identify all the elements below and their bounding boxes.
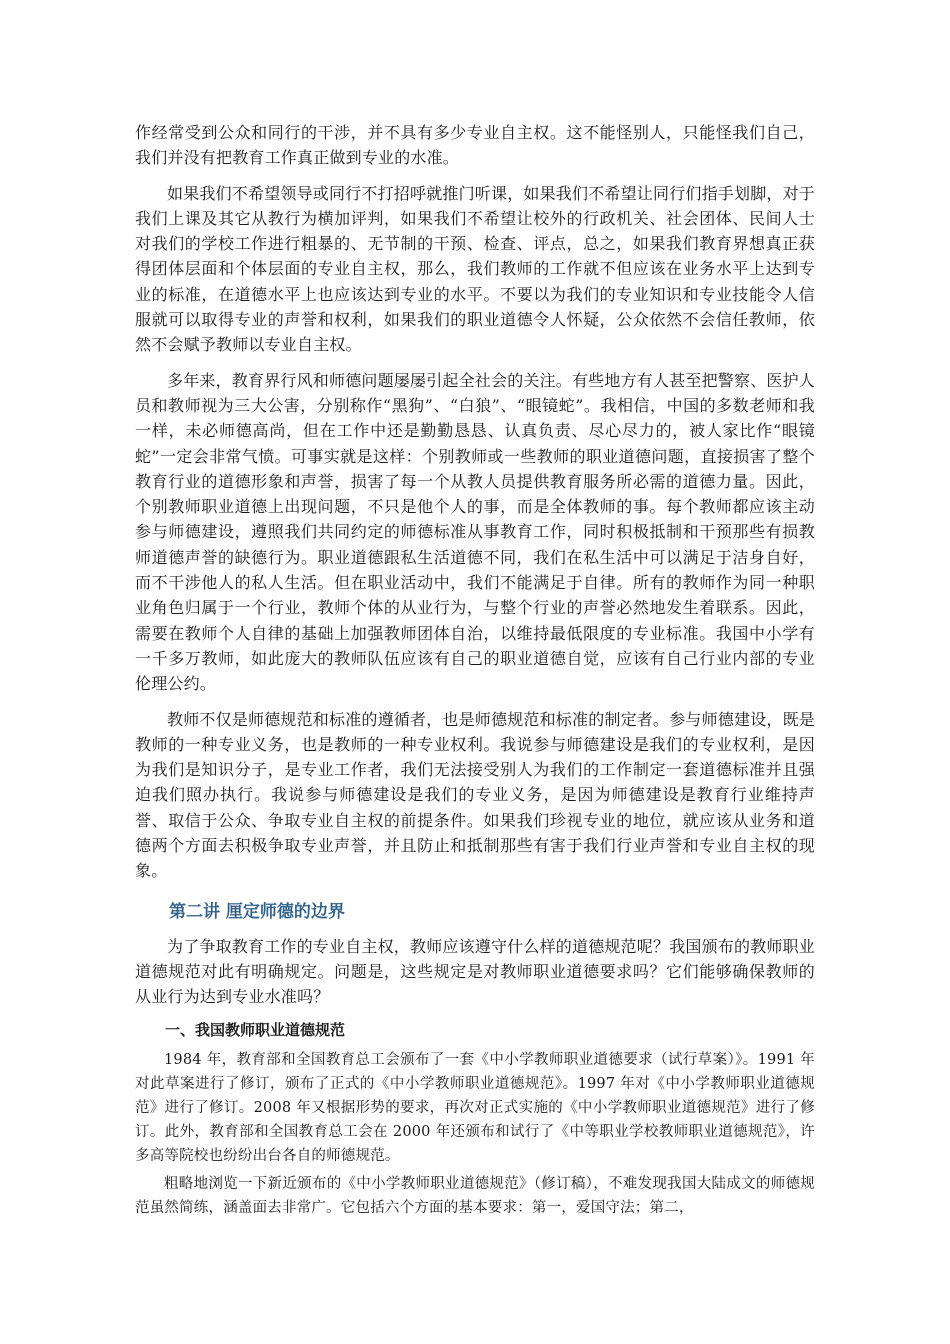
section-heading: 第二讲 厘定师德的边界 [169, 901, 345, 922]
paragraph-ethics-question: 为了争取教育工作的专业自主权，教师应该遵守什么样的道德规范呢？我国颁布的教师职业道德规范对此有明确规定。问题是，这些规定是对教师职业道德要求吗？它们能够确保教师的从业行为达到专业水准吗？ [135, 936, 816, 1007]
subsection-heading: 一、我国教师职业道德规范 [165, 1020, 346, 1039]
paragraph-professional-autonomy: 如果我们不希望领导或同行不打招呼就推门听课，如果我们不希望让同行们指手划脚，对于我们上课及其它从教行为横加评判，如果我们不希望让校外的行政机关、社会团体、民间人士对我们的学校工作进行粗暴的、无节制的干预、检查、评点，总之，如果我们教育界想真正获得团体层面和个体层面的专业自主权，那么，我们教师的工作就不但应该在业务水平上达到专业的标准，在道德水平上也应该达到专业的水平。不要以为我们的专业知识和专业技能令人信服就可以取得专业的声誉和权利，如果我们的职业道德令人怀疑，公众依然不会信任教师，依然不会赋予教师以专业自主权。 [135, 183, 816, 355]
paragraph-continuation: 作经常受到公众和同行的干涉，并不具有多少专业自主权。这不能怪别人，只能怪我们自己，我们并没有把教育工作真正做到专业的水准。 [135, 123, 815, 168]
paragraph-ethics-rights-duties: 教师不仅是师德规范和标准的遵循者，也是师德规范和标准的制定者。参与师德建设，既是教师的一种专业义务，也是教师的一种专业权利。我说参与师德建设是我们的专业权利，是因为我们是知识分子，是专业工作者，我们无法接受别人为我们的工作制定一套道德标准并且强迫我们照办执行。我说参与师德建设是我们的专业义务，是因为师德建设是教育行业维持声誉、取信于公众、争取专业自主权的前提条件。如果我们珍视专业的地位，就应该从业务和道德两个方面去积极争取专业声誉，并且防止和抵制那些有害于我们行业声誉和专业自主权的现象。 [135, 709, 816, 881]
paragraph-regulation-overview: 粗略地浏览一下新近颁布的《中小学教师职业道德规范》（修订稿），不难发现我国大陆成文的师德规范虽然简练，涵盖面去非常广。它包括六个方面的基本要求：第一，爱国守法；第二， [135, 1175, 815, 1216]
paragraph-teacher-ethics-concern: 多年来，教育界行风和师德问题屡屡引起全社会的关注。有些地方有人甚至把警察、医护人员和教师视为三大公害，分别称作“黑狗”、“白狼”、“眼镜蛇”。我相信，中国的多数老师和我一样，未必师德高尚，但在工作中还是勤勤恳恳、认真负责、尽心尽力的，被人家比作“眼镜蛇”一定会非常气愤。可事实就是这样：个别教师或一些教师的职业道德问题，直接损害了整个教育行业的道德形象和声誉，损害了每一个从教人员提供教育服务所必需的道德力量。因此，个别教师职业道德上出现问题，不只是他个人的事，而是全体教师的事。每个教师都应该主动参与师德建设，遵照我们共同约定的师德标准从事教育工作，同时积极抵制和干预那些有损教师道德声誉的缺德行为。职业道德跟私生活道德不同，我们在私生活中可以满足于洁身自好，而不干涉他人的私人生活。但在职业活动中，我们不能满足于自律。所有的教师作为同一种职业角色归属于一个行业，教师个体的从业行为，与整个行业的声誉必然地发生着联系。因此，需要在教师个人自律的基础上加强教师团体自治，以维持最低限度的专业标准。我国中小学有一千多万教师，如此庞大的教师队伍应该有自己的职业道德自觉，应该有自己行业内部的专业伦理公约。 [135, 370, 816, 694]
document-page [135, 120, 815, 1220]
paragraph-regulation-history: 1984 年，教育部和全国教育总工会颁布了一套《中小学教师职业道德要求（试行草案）》。1991 年对此草案进行了修订，颁布了正式的《中小学教师职业道德规范》。1997 年对《中小学教师职业道德规范》进行了修订。2008 年又根据形势的要求，再次对正式实施的《中小学教师职业道德规范》进行了修订。此外，教育部和全国教育总工会在 2000 年还颁布和试行了《中等职业学校教师职业道德规范》，许多高等院校也纷纷出台各自的师德规范。 [135, 1051, 815, 1164]
